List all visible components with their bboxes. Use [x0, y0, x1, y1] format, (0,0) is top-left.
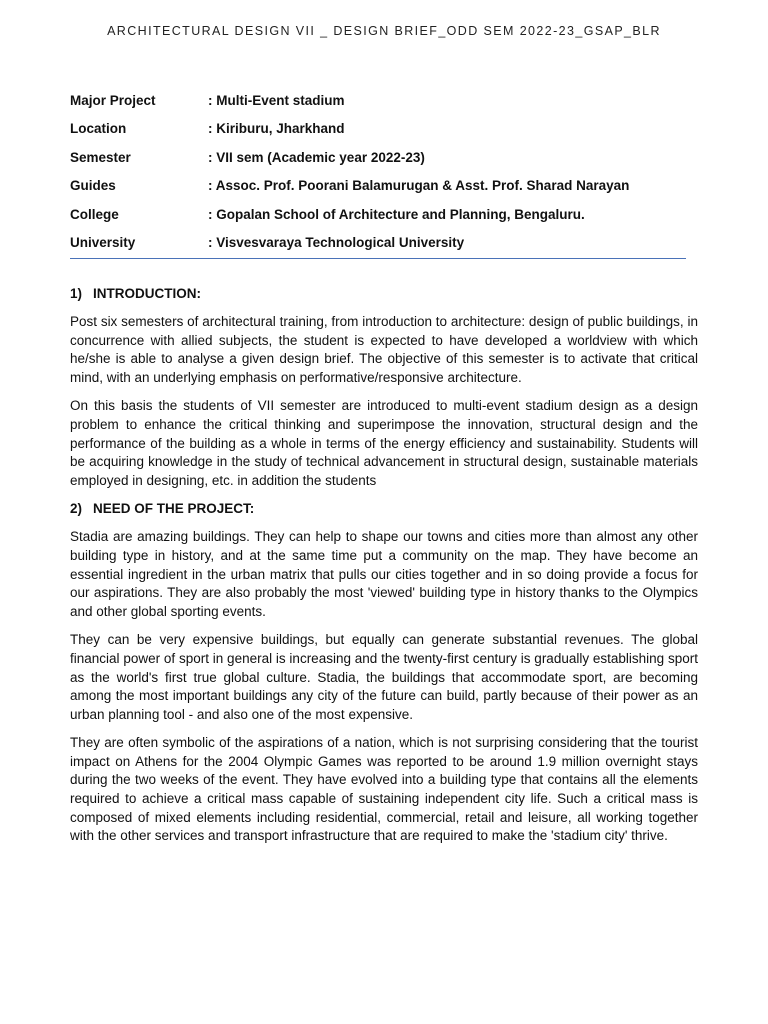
meta-row-college — [70, 200, 710, 229]
paragraph: On this basis the students of VII semester are introduced to multi-event stadium design as a design problem to enhance the critical thinking and superimpose the innovation, structural design and the performance of the building as a whole in terms of the energy efficiency and sustainability. Students will be acquiring knowledge in the study of technical advancement in structural design, sustainable materials employed in designing, etc. in addition the students — [70, 398, 698, 488]
meta-value: : VII sem (Academic year 2022-23) — [208, 149, 425, 165]
section-heading — [70, 285, 698, 303]
meta-label: University — [70, 235, 136, 251]
horizontal-divider — [70, 258, 686, 259]
document-header-title: ARCHITECTURAL DESIGN VII _ DESIGN BRIEF_ODD SEM 2022-23_GSAP_BLR — [107, 24, 661, 38]
meta-value: : Multi-Event stadium — [208, 92, 345, 108]
meta-label: College — [70, 206, 119, 222]
section-title: NEED OF THE PROJECT: — [93, 501, 255, 517]
paragraph: Post six semesters of architectural training, from introduction to architecture: design of public buildings, in concurrence with allied subjects, the student is expected to have developed a worldview with which he/she is able to analyse a given design brief. The objective of this semester is to activate that critical mind, with an underlying emphasis on performative/responsive architecture. — [70, 314, 698, 385]
paragraph: They can be very expensive buildings, but equally can generate substantial revenues. The global financial power of sport in general is increasing and the twenty-first century is gradually establishing sport as the world's first true global culture. Stadia, the buildings that accommodate sport, are becoming among the most important buildings any city of the future can build, partly because of their power as an urban planning tool - and also one of the most expensive. — [70, 632, 698, 722]
meta-row-major-project — [70, 86, 710, 115]
meta-row-guides — [70, 172, 710, 201]
meta-value: : Gopalan School of Architecture and Planning, Bengaluru. — [208, 206, 585, 222]
meta-row-location — [70, 115, 710, 144]
meta-value: : Visvesvaraya Technological University — [208, 235, 465, 251]
paragraph: They are often symbolic of the aspirations of a nation, which is not surprising considering that the tourist impact on Athens for the 2004 Olympic Games was reported to be around 1.9 million overnight stays during the two weeks of the event. They have evolved into a building type that contains all the elements required to achieve a critical mass capable of sustaining independent city life. Such a critical mass is composed of mixed elements including residential, commercial, retail and leisure, all working together with the other services and transport infrastructure that are required to make the 'stadium city' thrive. — [70, 735, 698, 844]
meta-value: : Kiriburu, Jharkhand — [208, 121, 345, 137]
meta-label: Major Project — [70, 92, 156, 108]
meta-label: Location — [70, 121, 127, 137]
section-title: INTRODUCTION: — [93, 286, 201, 301]
meta-label: Semester — [70, 149, 131, 165]
section-introduction — [70, 285, 698, 490]
section-need-of-project — [70, 500, 698, 846]
meta-label: Guides — [70, 178, 116, 194]
meta-value: : Assoc. Prof. Poorani Balamurugan & Asst. Prof. Sharad Narayan — [208, 178, 630, 194]
paragraph: Stadia are amazing buildings. They can help to shape our towns and cities more than almost any other building type in history, and at the same time put a community on the map. They have become an essential ingredient in the urban matrix that pulls our cities together and in so doing provide a focus for our aspirations. They are also probably the most 'viewed' building type in history thanks to the Olympics and other global sporting events. — [70, 529, 698, 619]
meta-row-university — [70, 229, 710, 258]
section-number: 2) — [70, 501, 83, 517]
section-heading — [70, 500, 698, 518]
document-body — [70, 285, 698, 856]
project-details-table — [70, 86, 710, 257]
section-number: 1) — [70, 286, 83, 301]
meta-row-semester — [70, 143, 710, 172]
